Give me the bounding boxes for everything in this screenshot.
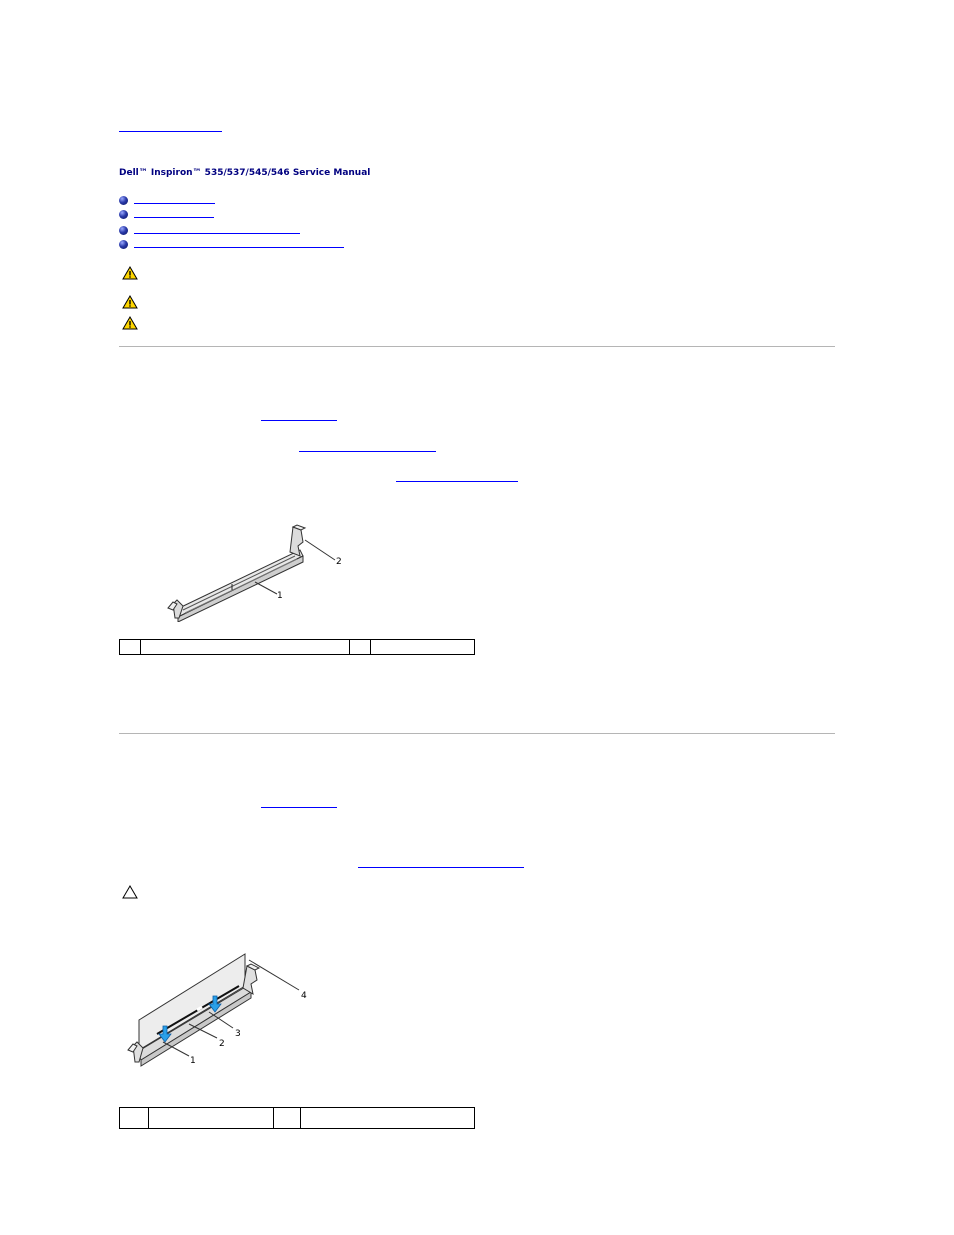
figure2-callout-3: 3 <box>235 1029 241 1039</box>
table-cell <box>120 1108 149 1129</box>
warning-triangle-icon <box>122 266 138 280</box>
toc-link-2[interactable] <box>134 217 214 218</box>
table-cell <box>301 1108 475 1129</box>
bullet-icon <box>119 226 128 235</box>
bullet-icon <box>119 240 128 249</box>
bullet-icon <box>119 196 128 205</box>
contents-page-link[interactable] <box>119 131 222 132</box>
figure2-legend-table <box>119 1107 475 1129</box>
figure2-callout-4: 4 <box>301 991 307 1001</box>
warning-triangle-icon <box>122 295 138 309</box>
table-cell <box>120 640 141 655</box>
manual-title: Dell™ Inspiron™ 535/537/545/546 Service Manual <box>119 168 371 178</box>
notice-triangle-icon <box>122 885 138 899</box>
toc-link-1[interactable] <box>134 203 215 204</box>
memory-connector-illustration <box>165 522 355 622</box>
cross-reference-link-1[interactable] <box>261 420 337 421</box>
figure2-callout-2: 2 <box>219 1039 225 1049</box>
warning-triangle-icon <box>122 316 138 330</box>
cross-reference-link-2[interactable] <box>299 451 436 452</box>
section-divider <box>119 733 835 734</box>
table-cell <box>274 1108 301 1129</box>
table-cell <box>371 640 475 655</box>
figure2-callout-1: 1 <box>190 1056 196 1066</box>
memory-module-install-illustration <box>127 950 317 1068</box>
figure1-callout-2: 2 <box>336 557 342 567</box>
bullet-icon <box>119 210 128 219</box>
cross-reference-link-4[interactable] <box>261 807 337 808</box>
cross-reference-link-3[interactable] <box>396 481 518 482</box>
table-cell <box>149 1108 274 1129</box>
table-cell <box>350 640 371 655</box>
figure1-callout-1: 1 <box>277 591 283 601</box>
figure1-legend-table <box>119 639 475 655</box>
toc-link-3[interactable] <box>134 233 300 234</box>
table-cell <box>141 640 350 655</box>
toc-link-4[interactable] <box>134 247 344 248</box>
cross-reference-link-5[interactable] <box>358 867 524 868</box>
section-divider <box>119 346 835 347</box>
